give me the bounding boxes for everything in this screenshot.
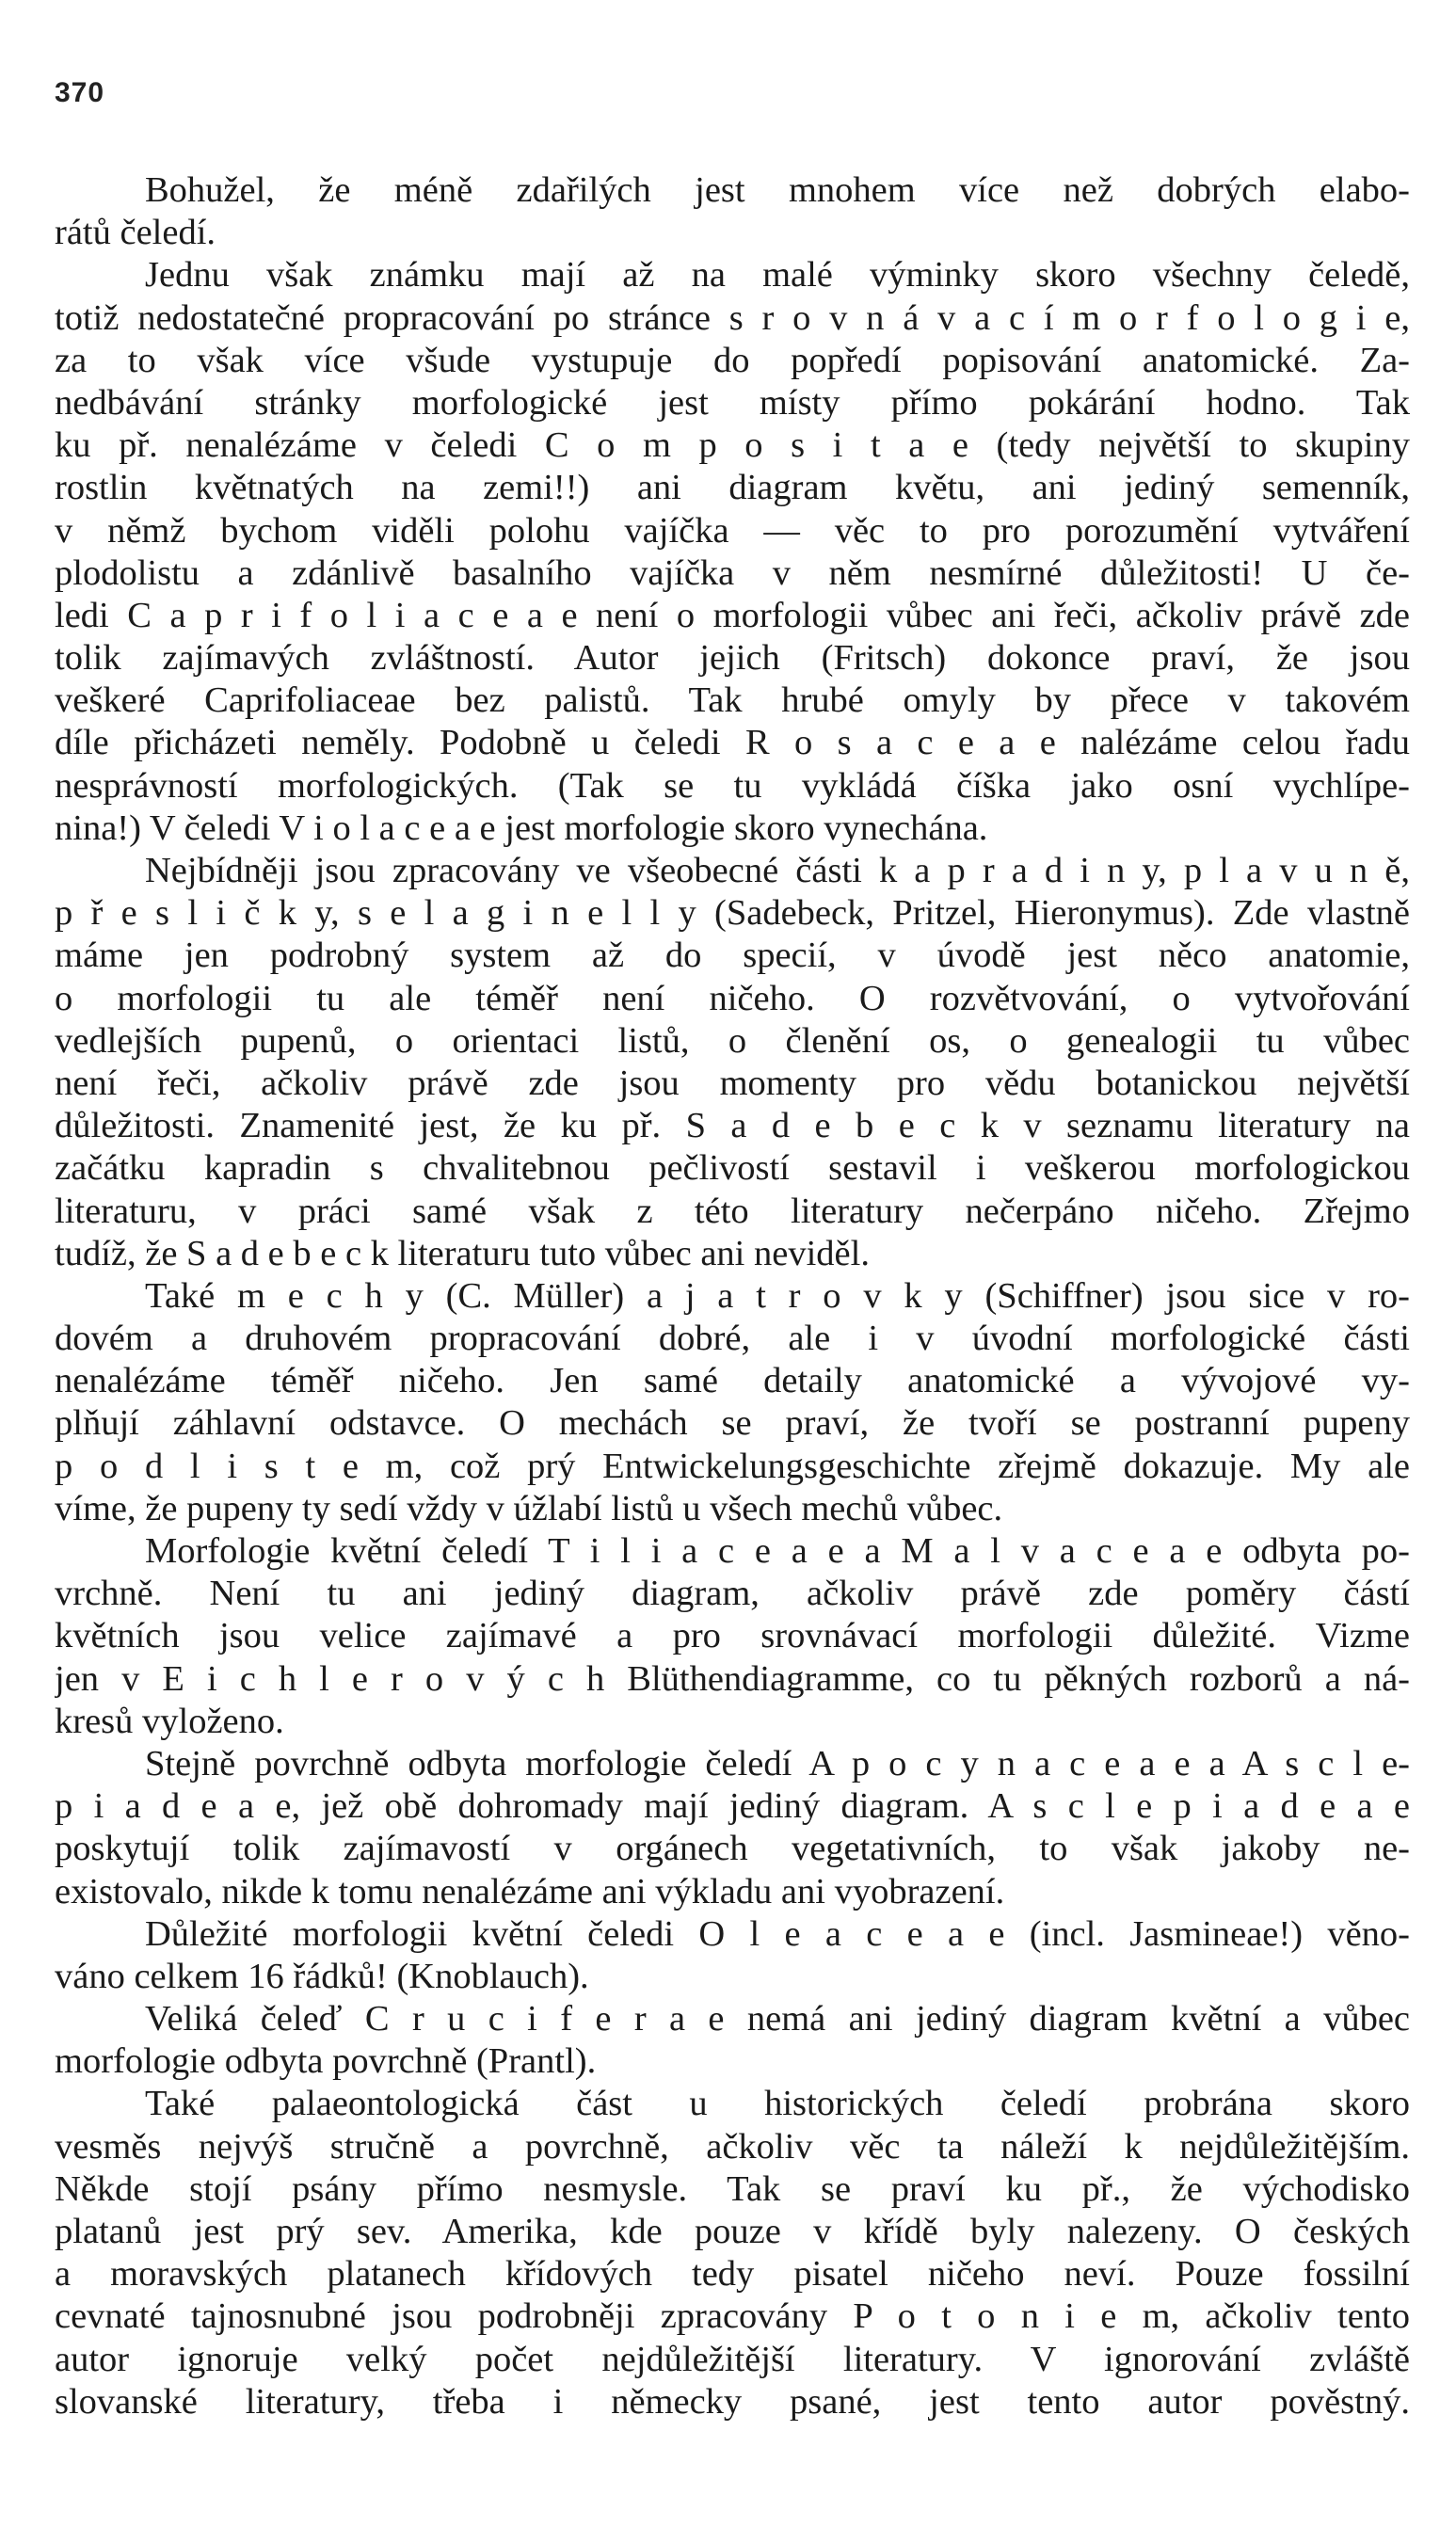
text-line: dovém a druhovém propracování dobré, ale i v úvodní morfologické části: [55, 1319, 1410, 1359]
text-line: poskytují tolik zajímavostí v orgánech vegetativních, to však jakoby ne-: [55, 1829, 1410, 1869]
text-line: vrchně. Není tu ani jediný diagram, ačkoliv právě zde poměry částí: [55, 1574, 1410, 1614]
text-line: p ř e s l i č k y, s e l a g i n e l l y (Sadebeck, Pritzel, Hieronymus). Zde vlastně: [55, 893, 1410, 934]
text-line: za to však více všude vystupuje do popředí popisování anatomické. Za-: [55, 340, 1410, 380]
text-line: Důležité morfologii květní čeledi O l e a c e a e (incl. Jasmineae!) věno-: [145, 1913, 1410, 1954]
text-line: váno celkem 16 řádků! (Knoblauch).: [55, 1956, 589, 1996]
text-line: tudíž, že S a d e b e c k literaturu tuto vůbec ani neviděl.: [55, 1233, 870, 1273]
text-line: tolik zajímavých zvláštností. Autor jejich (Fritsch) dokonce praví, že jsou: [55, 638, 1410, 679]
text-line: o morfologii tu ale téměř není ničeho. O rozvětvování, o vytvořování: [55, 978, 1410, 1018]
text-line: Také palaeontologická část u historických čeledí probrána skoro: [145, 2084, 1410, 2124]
text-line: p o d l i s t e m, což prý Entwickelungsgeschichte zřejmě dokazuje. My ale: [55, 1446, 1410, 1486]
text-line: nenalézáme téměř ničeho. Jen samé detaily anatomické a vývojové vy-: [55, 1361, 1410, 1401]
text-line: autor ignoruje velký počet nejdůležitější literatury. V ignorování zvláště: [55, 2339, 1410, 2379]
text-line: v němž bychom viděli polohu vajíčka — věc to pro porozumění vytváření: [55, 510, 1410, 551]
text-line: kresů vyloženo.: [55, 1701, 284, 1741]
text-line: Stejně povrchně odbyta morfologie čeledí A p o c y n a c e a e a A s c l e-: [145, 1743, 1410, 1783]
text-line: Morfologie květní čeledí T i l i a c e a e a M a l v a c e a e odbyta po-: [145, 1531, 1410, 1571]
text-line: Bohužel, že méně zdařilých jest mnohem více než dobrých elabo-: [145, 170, 1410, 210]
page-number: 370: [55, 77, 105, 108]
text-line: veškeré Caprifoliaceae bez palistů. Tak hrubé omyly by přece v takovém: [55, 680, 1410, 721]
text-line: p i a d e a e, jež obě dohromady mají jediný diagram. A s c l e p i a d e a e: [55, 1786, 1410, 1827]
text-line: Veliká čeleď C r u c i f e r a e nemá ani jediný diagram květní a vůbec: [145, 1999, 1410, 2039]
text-line: Někde stojí psány přímo nesmysle. Tak se praví ku př., že východisko: [55, 2168, 1410, 2209]
text-line: vesměs nejvýš stručně a povrchně, ačkoliv věc ta náleží k nejdůležitějším.: [55, 2126, 1410, 2167]
text-line: jen v E i c h l e r o v ý c h Blüthendiagramme, co tu pěkných rozborů a ná-: [55, 1658, 1410, 1699]
text-line: Nejbídněji jsou zpracovány ve všeobecné části k a p r a d i n y, p l a v u n ě,: [145, 851, 1410, 890]
text-line: rostlin květnatých na zemi!!) ani diagram květu, ani jediný semenník,: [55, 468, 1410, 508]
text-line: existovalo, nikde k tomu nenalézáme ani výkladu ani vyobrazení.: [55, 1871, 1005, 1911]
text-line: začátku kapradin s chvalitebnou pečlivostí sestavil i veškerou morfologickou: [55, 1148, 1410, 1189]
text-line: víme, že pupeny ty sedí vždy v úžlabí listů u všech mechů vůbec.: [55, 1488, 1003, 1528]
text-line: máme jen podrobný system až do specií, v úvodě jest něco anatomie,: [55, 936, 1410, 976]
text-line: totiž nedostatečné propracování po stránce s r o v n á v a c í m o r f o l o g i e,: [55, 297, 1410, 338]
text-line: nedbávání stránky morfologické jest místy přímo pokárání hodno. Tak: [55, 382, 1410, 423]
text-line: platanů jest prý sev. Amerika, kde pouze v křídě byly nalezeny. O českých: [55, 2212, 1410, 2251]
text-line: díle přicházeti neměly. Podobně u čeledi R o s a c e a e nalézáme celou řadu: [55, 723, 1410, 763]
text-line: Jednu však známku mají až na malé výminky skoro všechny čeledě,: [145, 255, 1410, 296]
text-line: cevnaté tajnosnubné jsou podrobněji zpracovány P o t o n i e m, ačkoliv tento: [55, 2296, 1410, 2337]
text-line: rátů čeledí.: [55, 213, 216, 253]
text-line: Také m e c h y (C. Müller) a j a t r o v k y (Schiffner) jsou sice v ro-: [145, 1275, 1410, 1316]
text-line: důležitosti. Znamenité jest, že ku př. S a d e b e c k v seznamu literatury na: [55, 1106, 1410, 1146]
text-line: plňují záhlavní odstavce. O mechách se praví, že tvoří se postranní pupeny: [55, 1403, 1410, 1444]
text-line: a moravských platanech křídových tedy pisatel ničeho neví. Pouze fossilní: [55, 2254, 1410, 2295]
body-text: [55, 169, 1410, 2423]
text-line: morfologie odbyta povrchně (Prantl).: [55, 2041, 597, 2082]
text-line: nesprávností morfologických. (Tak se tu vykládá číška jako osní vychlípe-: [55, 765, 1410, 806]
text-line: ledi C a p r i f o l i a c e a e není o morfologii vůbec ani řeči, ačkoliv právě zde: [55, 595, 1410, 635]
text-line: vedlejších pupenů, o orientaci listů, o členění os, o genealogii tu vůbec: [55, 1020, 1410, 1061]
text-line: ku př. nenalézáme v čeledi C o m p o s i t a e (tedy největší to skupiny: [55, 425, 1410, 466]
text-line: není řeči, ačkoliv právě zde jsou momenty pro vědu botanickou největší: [55, 1063, 1410, 1103]
text-line: plodolistu a zdánlivě basalního vajíčka v něm nesmírné důležitosti! U če-: [55, 552, 1410, 593]
text-line: květních jsou velice zajímavé a pro srovnávací morfologii důležité. Vizme: [55, 1616, 1410, 1656]
text-line: slovanské literatury, třeba i německy psané, jest tento autor pověstný.: [55, 2381, 1410, 2422]
text-line: literaturu, v práci samé však z této literatury nečerpáno ničeho. Zřejmo: [55, 1191, 1410, 1231]
text-line: nina!) V čeledi V i o l a c e a e jest morfologie skoro vynechána.: [55, 808, 988, 848]
